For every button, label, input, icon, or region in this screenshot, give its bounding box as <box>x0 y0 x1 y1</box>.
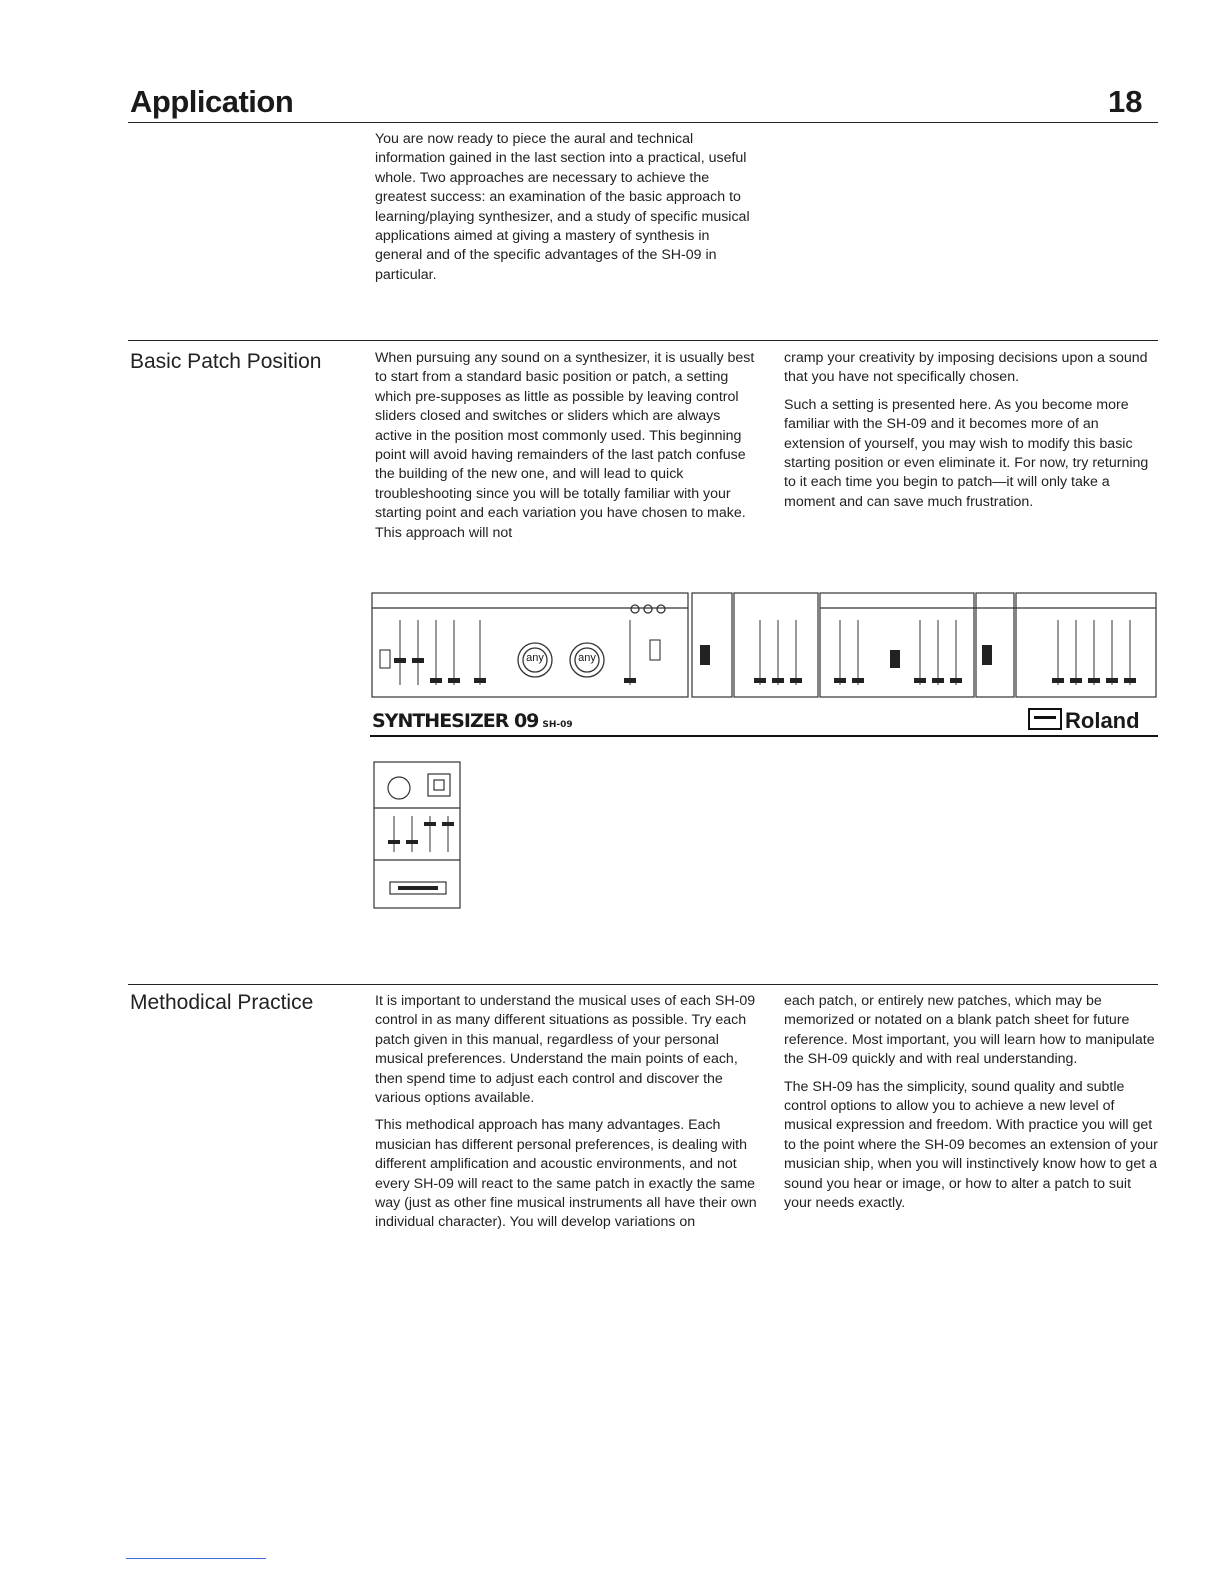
section-rule-basic-patch <box>128 340 1158 341</box>
page-title: Application <box>130 84 294 119</box>
synthesizer-09-logo: SYNTHESIZER 09 SH-09 <box>372 710 573 732</box>
methodical-column-2: each patch, or entirely new patches, which may be memorized or notated on a blank patch sheet for future reference. Most important, you will learn how to manipulate the SH-09 quickly and with real understanding. The SH-09 has the simplicity, sound quality and subtle control options to allow you to achieve a new level of musical expression and freedom. With practice you will get to the point where the SH-09 becomes an extension of your musician ship, when you will instinctively know how to get a sound you hear or image, or how to alter a patch to suit your needs exactly. <box>784 993 1158 1212</box>
knob-2-label: any <box>578 652 596 664</box>
header-rule <box>128 122 1158 123</box>
sh09-panel-diagram <box>370 590 1160 705</box>
bender-section-diagram <box>372 760 464 910</box>
page-number: 18 <box>1108 84 1143 119</box>
intro-text: You are now ready to piece the aural and technical information gained in the last section into a practical, useful whole. Two approaches are necessary to achieve the greatest success: an examination of the basic approach to learning/playing synthesizer, and a study of specific musical applications aimed at giving a mastery of synthesis in general and of the specific advantages of the SH-09 in particular. <box>375 131 750 283</box>
methodical-column-1: It is important to understand the musical uses of each SH-09 control in as many different situations as possible. Try each patch given in this manual, regardless of your personal musical preferences. Understand the main points of each, then spend time to adjust each control and discover the various options available. This methodical approach has many advantages. Each musician has different personal preferences, is dealing with different amplification and acoustic environments, and not every SH-09 will react to the same patch in exactly the same way (just as other fine musical instruments all have their own individual character). You will develop variations on <box>375 993 757 1231</box>
roland-mark-icon <box>1028 708 1062 730</box>
footer-line <box>126 1558 266 1559</box>
section-title-basic-patch: Basic Patch Position <box>130 350 322 373</box>
roland-logo: Roland <box>1028 708 1140 734</box>
panel-bottom-rule <box>370 735 1158 737</box>
section-rule-methodical <box>128 984 1158 985</box>
section-title-methodical: Methodical Practice <box>130 991 314 1014</box>
knob-1-label: any <box>526 652 544 664</box>
basic-patch-column-2: cramp your creativity by imposing decisions upon a sound that you have not specifically chosen. Such a setting is presented here. As you become more familiar with the SH-09 and it becomes more of an extension of yourself, you may wish to modify this basic starting position or even eliminate it. For now, try returning to it each time you begin to patch—it will only take a moment and can save much frustration. <box>784 350 1149 510</box>
basic-patch-column-1: When pursuing any sound on a synthesizer, it is usually best to start from a standard basic position or patch, a setting which pre-supposes as little as possible by leaving control sliders closed and switches or sliders which are always active in the position most commonly used. This beginning point will avoid having remainders of the last patch confuse the building of the new one, and will lead to quick troubleshooting since you will be totally familiar with your starting point and each variation you have chosen to make. This approach will not <box>375 350 755 541</box>
